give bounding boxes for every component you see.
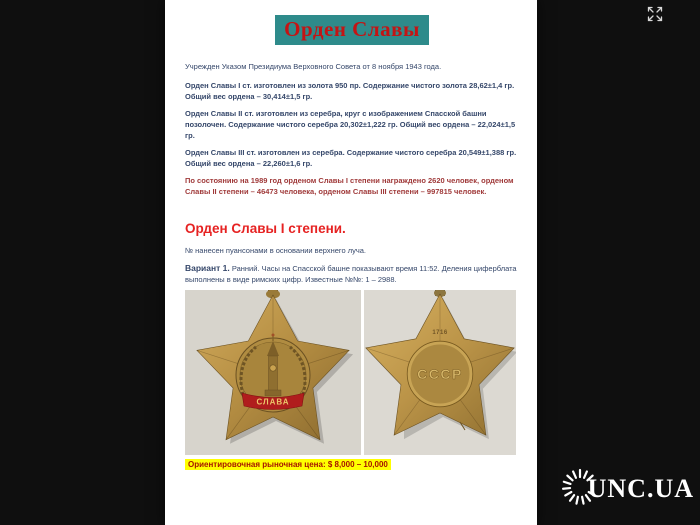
- medal-photos: [185, 290, 519, 455]
- document-page: [165, 0, 537, 525]
- section-heading: Орден Славы I степени.: [185, 221, 346, 236]
- variant-paragraph: [185, 263, 519, 285]
- reverse-cccp-label: СССР: [417, 366, 463, 382]
- reverse-serial-number: 1716: [432, 330, 448, 336]
- price-line: [185, 459, 519, 471]
- page-title: Орден Славы: [275, 15, 429, 45]
- fullscreen-button[interactable]: [646, 6, 664, 24]
- spec-grade1: Орден Славы I ст. изготовлен из золота 950 пр. Содержание чистого золота 28,62±1,4 гр. Общий вес ордена – 30,414±1,5 гр.: [185, 81, 515, 101]
- spec-grade3: Орден Славы III ст. изготовлен из серебра. Содержание чистого серебра 20,549±1,388 гр. Общий вес ордена – 22,260±1,6 гр.: [185, 148, 517, 168]
- medal-photo-reverse: [364, 290, 516, 455]
- variant-text: Ранний. Часы на Спасской башне показывают время 11:52. Деления циферблата выполнены в виде римских цифр. Известные №№: 1 – 2988.: [185, 264, 517, 284]
- award-statistics: По состоянию на 1989 год орденом Славы I степени награждено 2620 человек, орденом Славы II степени – 46473 человека, орденом Славы III степени – 997815 человек.: [185, 176, 514, 196]
- obverse-banner-label: СЛАВА: [256, 397, 290, 407]
- logo-text: UNC.UA: [587, 474, 694, 503]
- numbering-note: № нанесен пуансонами в основании верхнего луча.: [185, 246, 367, 255]
- variant-label: Вариант 1.: [185, 263, 230, 273]
- uncua-logo[interactable]: [556, 461, 694, 517]
- expand-icon: [647, 10, 663, 25]
- market-price: Ориентировочная рыночная цена: $ 8,000 – 10,000: [185, 459, 391, 470]
- spec-grade2: Орден Славы II ст. изготовлен из серебра, круг с изображением Спасской башни позолочен. Содержание чистого серебра 20,302±1,222 гр. Общий вес ордена – 22,024±1,5 гр.: [185, 109, 516, 140]
- medal-photo-obverse: [185, 290, 361, 455]
- intro-paragraph: Учрежден Указом Президиума Верховного Совета от 8 ноября 1943 года.: [185, 62, 442, 71]
